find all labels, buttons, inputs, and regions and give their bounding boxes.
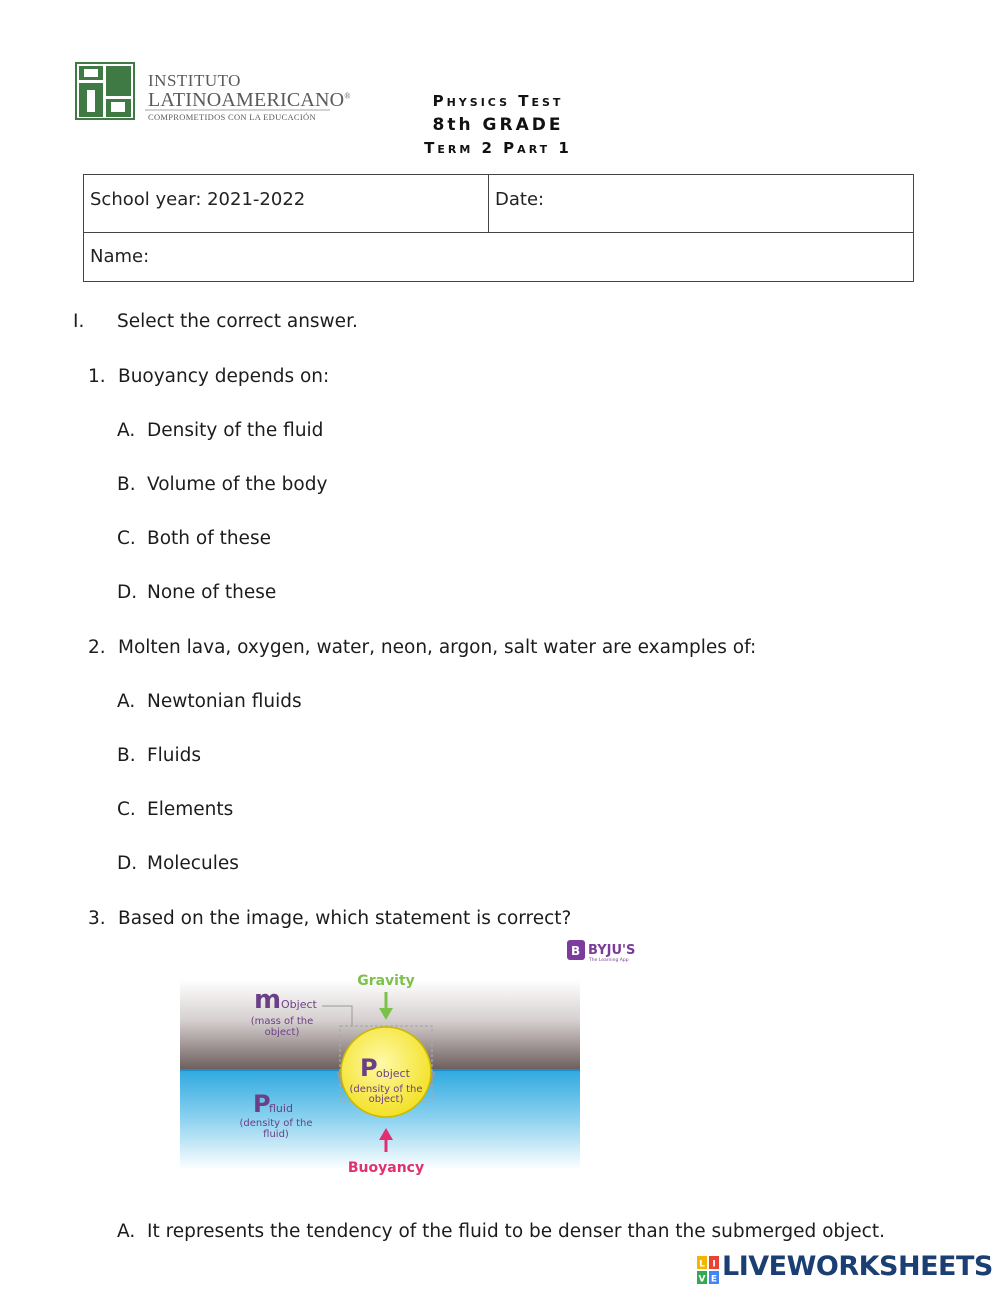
mass-symbol: m [254,985,282,1015]
mass-subscript: Object [281,998,317,1011]
option-1c[interactable]: C. Both of these [117,528,271,549]
option-2b[interactable]: B. Fluids [117,745,202,766]
option-2c[interactable]: C. Elements [117,799,234,820]
fluid-density-symbol: P [253,1090,271,1118]
liveworksheets-watermark: LIVEWORKSHEETS [722,1251,993,1282]
byjus-logo [567,940,635,963]
badge-letter: L [699,1259,705,1270]
object-density-symbol: P [360,1054,378,1082]
object-density-desc-2: object) [368,1094,404,1105]
test-grade: 8th GRADE [432,115,564,135]
mass-desc-1: (mass of the [250,1016,314,1027]
school-name-line1: INSTITUTO [148,71,241,90]
question-number: 1. [88,366,106,387]
object-density-subscript: object [376,1067,410,1080]
badge-letter: V [698,1274,706,1284]
section-instruction: Select the correct answer. [117,311,358,332]
question-2 [88,637,756,658]
option-1b[interactable]: B. Volume of the body [117,474,328,495]
option-2d[interactable]: D. Molecules [117,853,239,874]
fluid-density-desc-1: (density of the [239,1118,313,1129]
buoyancy-diagram [180,940,650,1200]
question-number: 3. [88,908,106,929]
date-field[interactable]: Date: [489,175,914,233]
student-info-table [83,174,914,282]
test-term: Term 2 Part 1 [424,139,572,157]
badge-letter: E [710,1274,718,1284]
option-3a[interactable]: A. It represents the tendency of the fluid to be denser than the submerged object. [117,1221,885,1242]
question-3 [88,908,571,929]
question-text: Molten lava, oxygen, water, neon, argon, salt water are examples of: [118,637,757,658]
section-numeral: I. [73,311,85,332]
byjus-tagline: The Learning App [589,958,629,963]
question-1 [88,366,329,387]
name-field[interactable]: Name: [84,233,914,282]
buoyancy-label: Buoyancy [347,1160,425,1176]
test-title: Physics Test [432,92,564,110]
option-2a[interactable]: A. Newtonian fluids [117,691,302,712]
badge-letter: I [712,1259,716,1270]
school-year-cell: School year: 2021-2022 [84,175,489,233]
fluid-density-desc-2: fluid) [263,1129,289,1140]
svg-text:B: B [571,944,581,958]
liveworksheets-badge-icon [697,1256,719,1284]
school-motto: COMPROMETIDOS CON LA EDUCACIÓN [148,112,316,122]
gravity-label: Gravity [357,973,415,989]
byjus-brand: BYJU'S [588,943,636,958]
school-name [148,72,351,122]
school-name-line2: LATINOAMERICANO® [148,89,351,111]
fluid-density-subscript: fluid [269,1102,293,1115]
option-1d[interactable]: D. None of these [117,582,277,603]
option-1a[interactable]: A. Density of the fluid [117,420,324,441]
object-density-desc-1: (density of the [349,1084,423,1095]
mass-desc-2: object) [264,1027,300,1038]
question-text: Buoyancy depends on: [118,366,330,387]
question-text: Based on the image, which statement is correct? [118,908,572,929]
question-number: 2. [88,637,106,658]
